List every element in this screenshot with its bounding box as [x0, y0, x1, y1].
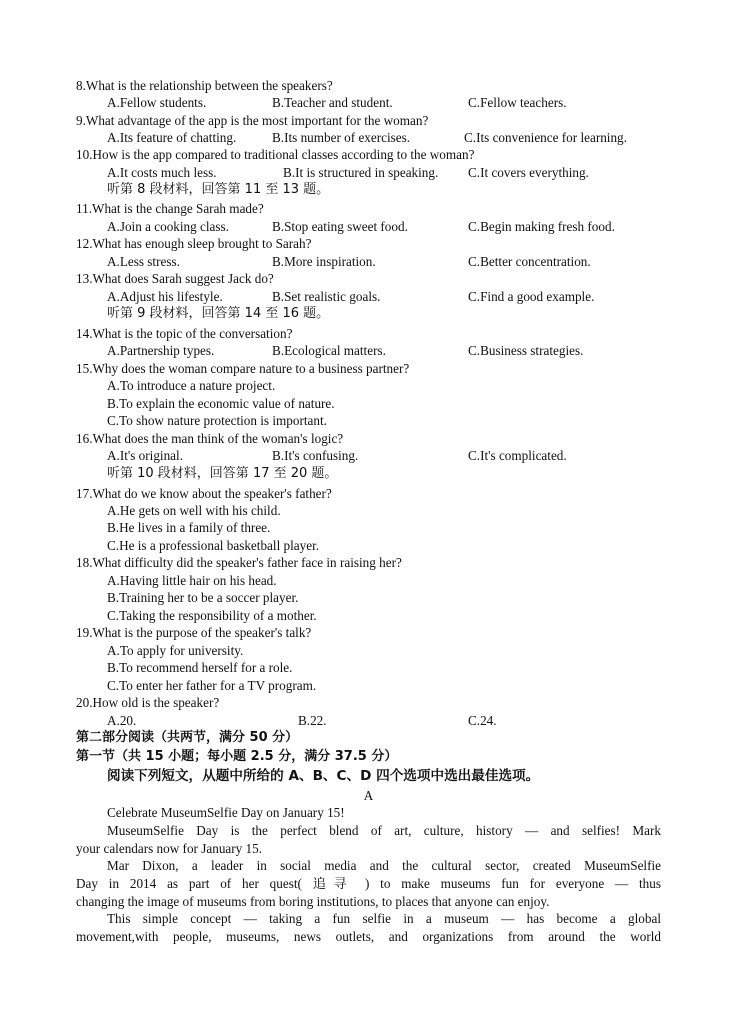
q8-option-b: B.Teacher and student.	[272, 95, 393, 110]
paragraph-3-line-1: This simple concept — taking a fun selfie in a museum — has become a global	[107, 911, 661, 926]
q16-option-c: C.It's complicated.	[468, 448, 567, 463]
question-15-stem: 15.Why does the woman compare nature to a business partner?	[76, 361, 410, 376]
question-10-stem: 10.How is the app compared to traditional classes according to the woman?	[76, 147, 475, 162]
material-9-instruction: 听第 9 段材料，回答第 14 至 16 题。	[107, 306, 330, 321]
q15-option-c: C.To show nature protection is important.	[107, 413, 327, 428]
q14-option-b: B.Ecological matters.	[272, 343, 386, 358]
q8-option-c: C.Fellow teachers.	[468, 95, 567, 110]
question-8-stem: 8.What is the relationship between the speakers?	[76, 78, 333, 93]
question-16-options	[107, 447, 697, 464]
question-13-stem: 13.What does Sarah suggest Jack do?	[76, 271, 274, 286]
q13-option-a: A.Adjust his lifestyle.	[107, 289, 223, 304]
q12-option-b: B.More inspiration.	[272, 254, 376, 269]
q17-option-b: B.He lives in a family of three.	[107, 520, 271, 535]
q14-option-c: C.Business strategies.	[468, 343, 584, 358]
q11-option-c: C.Begin making fresh food.	[468, 219, 615, 234]
question-13-options	[107, 288, 697, 305]
q18-option-c: C.Taking the responsibility of a mother.	[107, 608, 317, 623]
reading-instruction: 阅读下列短文，从题中所给的 A、B、C、D 四个选项中选出最佳选项。	[107, 768, 540, 784]
paragraph-2-line-3: changing the image of museums from boring institutions, to places that anyone can enjoy.	[76, 894, 550, 909]
q20-option-a: A.20.	[107, 713, 137, 728]
q12-option-a: A.Less stress.	[107, 254, 180, 269]
question-11-options	[107, 218, 697, 235]
question-12-stem: 12.What has enough sleep brought to Sarah?	[76, 236, 312, 251]
q18-option-a: A.Having little hair on his head.	[107, 573, 277, 588]
q11-option-b: B.Stop eating sweet food.	[272, 219, 408, 234]
q15-option-b: B.To explain the economic value of nature.	[107, 396, 335, 411]
q19-option-a: A.To apply for university.	[107, 643, 244, 658]
reading-part-title: 第二部分阅读（共两节，满分 50 分）	[76, 730, 299, 745]
q10-option-a: A.It costs much less.	[107, 165, 217, 180]
q18-option-b: B.Training her to be a soccer player.	[107, 590, 299, 605]
q10-option-c: C.It covers everything.	[468, 165, 589, 180]
paragraph-2-line-1: Mar Dixon, a leader in social media and the cultural sector, created MuseumSelfie	[107, 858, 661, 873]
question-14-stem: 14.What is the topic of the conversation?	[76, 326, 293, 341]
q19-option-b: B.To recommend herself for a role.	[107, 660, 293, 675]
question-19-stem: 19.What is the purpose of the speaker's talk?	[76, 625, 312, 640]
q17-option-a: A.He gets on well with his child.	[107, 503, 281, 518]
q17-option-c: C.He is a professional basketball player.	[107, 538, 320, 553]
q14-option-a: A.Partnership types.	[107, 343, 215, 358]
q11-option-a: A.Join a cooking class.	[107, 219, 229, 234]
q13-option-b: B.Set realistic goals.	[272, 289, 381, 304]
question-20-stem: 20.How old is the speaker?	[76, 695, 220, 710]
question-9-options	[107, 129, 697, 146]
q12-option-c: C.Better concentration.	[468, 254, 591, 269]
question-10-options	[107, 164, 697, 181]
q9-option-a: A.Its feature of chatting.	[107, 130, 237, 145]
question-12-options	[107, 253, 697, 270]
q9-option-c: C.Its convenience for learning.	[464, 130, 627, 145]
question-18-stem: 18.What difficulty did the speaker's father face in raising her?	[76, 555, 402, 570]
paragraph-3-line-2: movement,with people, museums, news outlets, and organizations from around the world	[76, 929, 661, 944]
paragraph-1-line-2: your calendars now for January 15.	[76, 841, 263, 856]
q8-option-a: A.Fellow students.	[107, 95, 207, 110]
question-16-stem: 16.What does the man think of the woman's logic?	[76, 431, 344, 446]
q19-option-c: C.To enter her father for a TV program.	[107, 678, 317, 693]
question-11-stem: 11.What is the change Sarah made?	[76, 201, 264, 216]
question-20-options	[107, 712, 697, 729]
q9-option-b: B.Its number of exercises.	[272, 130, 411, 145]
question-17-stem: 17.What do we know about the speaker's father?	[76, 486, 332, 501]
question-14-options	[107, 342, 697, 359]
question-8-options	[107, 94, 697, 111]
material-10-instruction: 听第 10 段材料，回答第 17 至 20 题。	[107, 466, 338, 481]
material-8-instruction: 听第 8 段材料，回答第 11 至 13 题。	[107, 182, 330, 197]
passage-headline: Celebrate MuseumSelfie Day on January 15!	[107, 805, 345, 820]
q13-option-c: C.Find a good example.	[468, 289, 595, 304]
q16-option-a: A.It's original.	[107, 448, 183, 463]
paragraph-2-line-2: Day in 2014 as part of her quest( 追寻 ) to make museums fun for everyone — thus	[76, 876, 661, 891]
q15-option-a: A.To introduce a nature project.	[107, 378, 276, 393]
passage-label: A	[363, 788, 374, 803]
question-9-stem: 9.What advantage of the app is the most important for the woman?	[76, 113, 429, 128]
q20-option-b: B.22.	[298, 713, 327, 728]
q10-option-b: B.It is structured in speaking.	[283, 165, 439, 180]
q20-option-c: C.24.	[468, 713, 497, 728]
reading-section-title: 第一节（共 15 小题；每小题 2.5 分，满分 37.5 分）	[76, 749, 398, 764]
q16-option-b: B.It's confusing.	[272, 448, 359, 463]
paragraph-1-line-1: MuseumSelfie Day is the perfect blend of art, culture, history — and selfies! Mark	[107, 823, 661, 838]
